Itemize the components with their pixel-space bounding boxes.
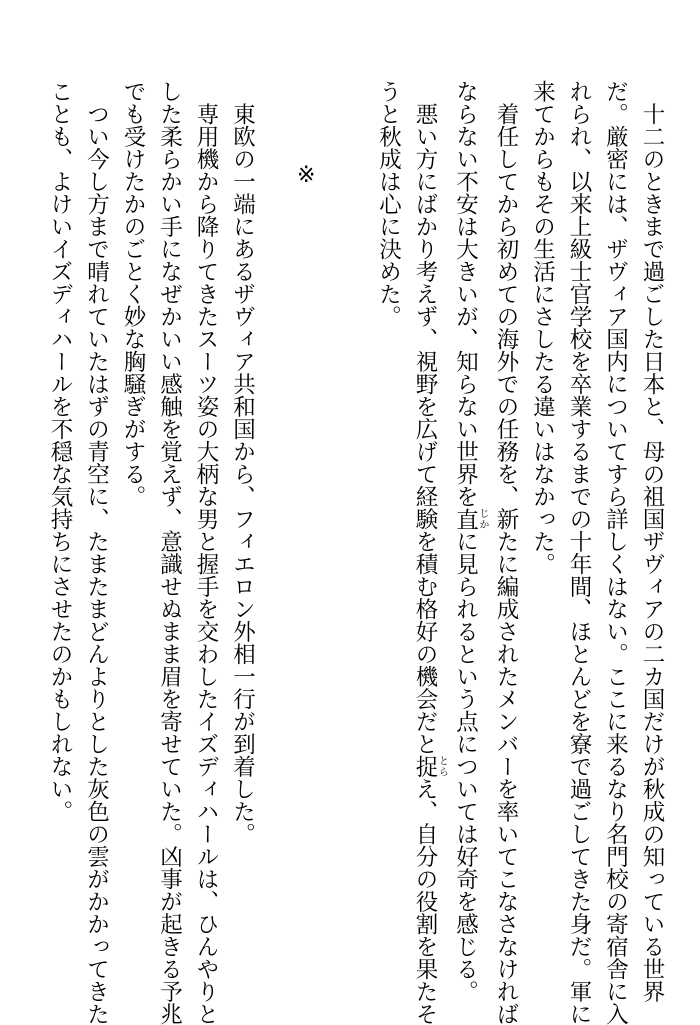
scene-break-mark: ※: [297, 165, 315, 187]
ruby-reading: とら: [437, 755, 448, 778]
text-line: 着任してから初めての海外での任務を、新たに編成されたメンバーを率いてこなさなければ: [488, 80, 525, 980]
ruby-word: [453, 508, 479, 531]
text-line: ことも、よけいイズディハールを不穏な気持ちにさせたのかもしれない。: [42, 80, 79, 980]
section-gap: [334, 80, 371, 980]
ruby-reading: じか: [477, 508, 488, 531]
text-line: 十二のときまで過ごした日本と、母の祖国ザヴィアの二カ国だけが秋成の知っている世界: [634, 80, 671, 980]
text-segment: ならない不安は大きいが、知らない世界を: [453, 80, 479, 508]
text-line: だ。厳密には、ザヴィア国内についてすら詳しくはない。ここに来るなり名門校の寄宿舎に入: [597, 80, 634, 980]
vertical-text-body: [42, 80, 671, 980]
text-line: れられ、以来上級士官学校を卒業するまでの十年間、ほとんどを寮で過ごしてきた身だ。軍に: [561, 80, 598, 980]
text-line: 来てからもその生活にさしたる違いはなかった。: [524, 80, 561, 980]
text-line: でも受けたかのごとく妙な胸騒ぎがする。: [115, 80, 152, 980]
text-line: うと秋成は心に決めた。: [370, 80, 407, 980]
ruby-word: [412, 755, 438, 778]
section-gap: [297, 80, 334, 980]
text-line-with-ruby: [407, 80, 448, 980]
text-line: した柔らかい手になぜかいい感触を覚えず、意識せぬまま眉を寄せていた。凶事が起きる予兆: [151, 80, 188, 980]
text-line: 専用機から降りてきたスーツ姿の大柄な男と握手を交わしたイズディハールは、ひんやりと: [188, 80, 225, 980]
text-line: 東欧の一端にあるザヴィア共和国から、フィエロン外相一行が到着した。: [224, 80, 261, 980]
ruby-base: 直: [453, 508, 479, 531]
text-line-with-ruby: [447, 80, 488, 980]
text-segment: 悪い方にばかり考えず、視野を広げて経験を積む格好の機会だと: [412, 80, 438, 755]
text-line: つい今し方まで晴れていたはずの青空に、たまたまどんよりとした灰色の雲がかかってきた: [78, 80, 115, 980]
text-segment: え、自分の役割を果たそ: [412, 778, 438, 1025]
text-segment: に見られるという点については好奇を感じる。: [453, 530, 479, 1003]
ruby-base: 捉: [412, 755, 438, 778]
section-gap: [261, 80, 298, 980]
